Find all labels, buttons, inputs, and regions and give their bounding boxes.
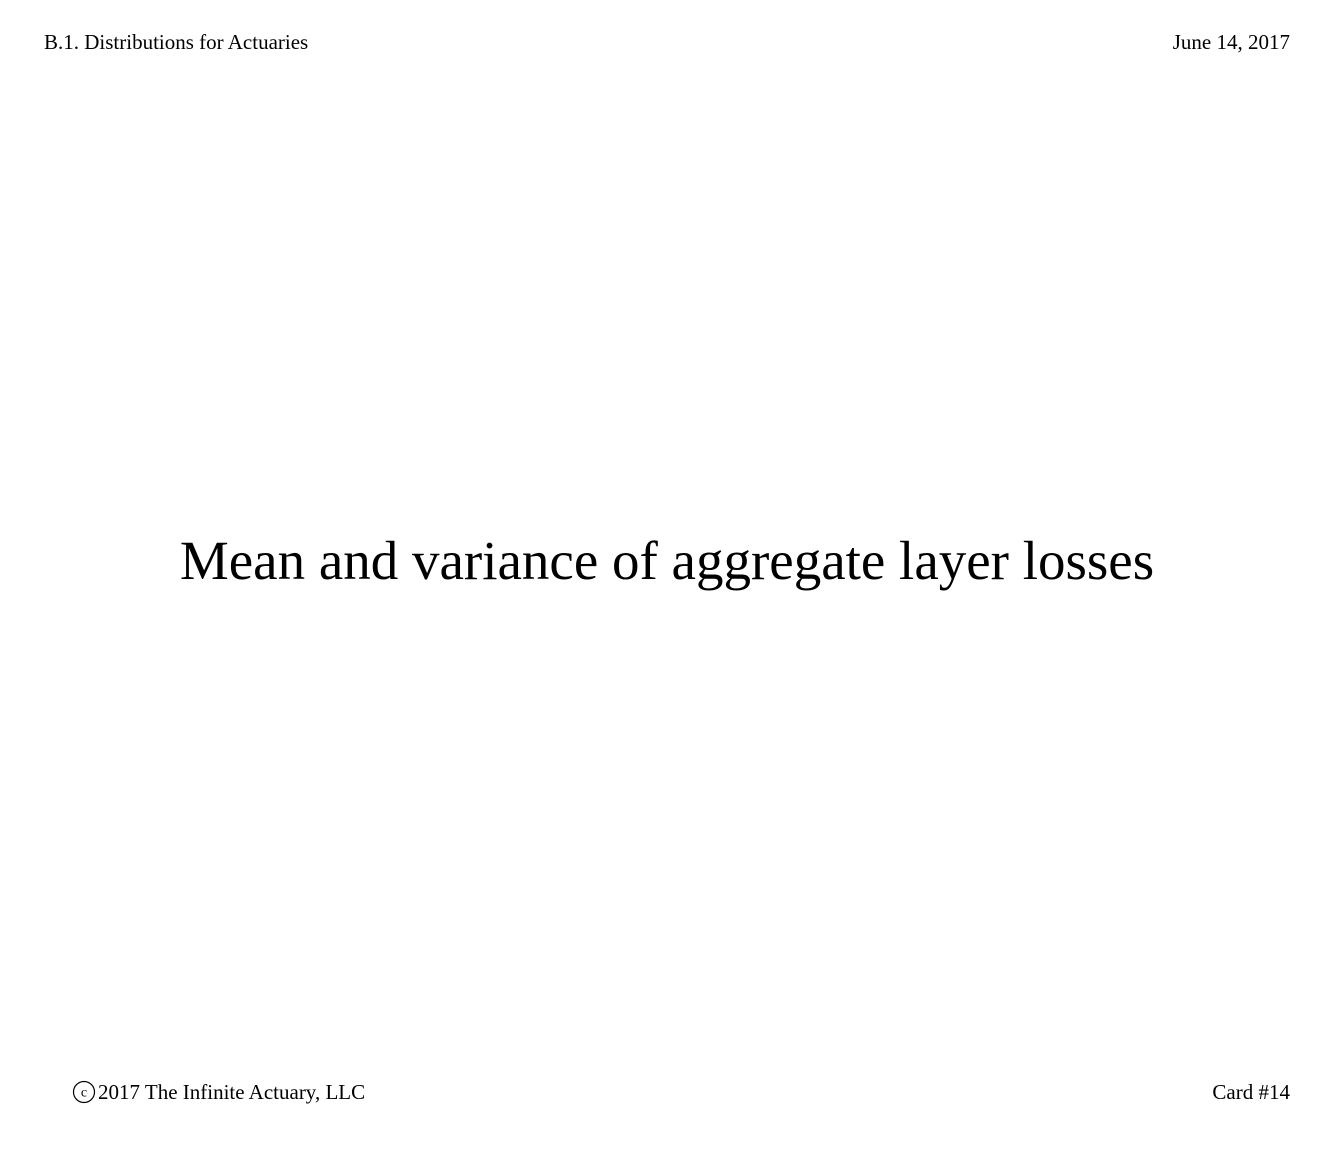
svg-text:c: c bbox=[80, 1085, 88, 1101]
date-label: June 14, 2017 bbox=[1172, 30, 1290, 54]
section-heading: B.1. Distributions for Actuaries bbox=[44, 30, 309, 54]
copyright-icon bbox=[72, 1080, 96, 1104]
card-number: Card #14 bbox=[1212, 1080, 1290, 1104]
copyright-notice bbox=[72, 1078, 365, 1106]
card-title: Mean and variance of aggregate layer losses bbox=[179, 530, 1155, 591]
copyright-text: 2017 The Infinite Actuary, LLC bbox=[98, 1080, 366, 1104]
